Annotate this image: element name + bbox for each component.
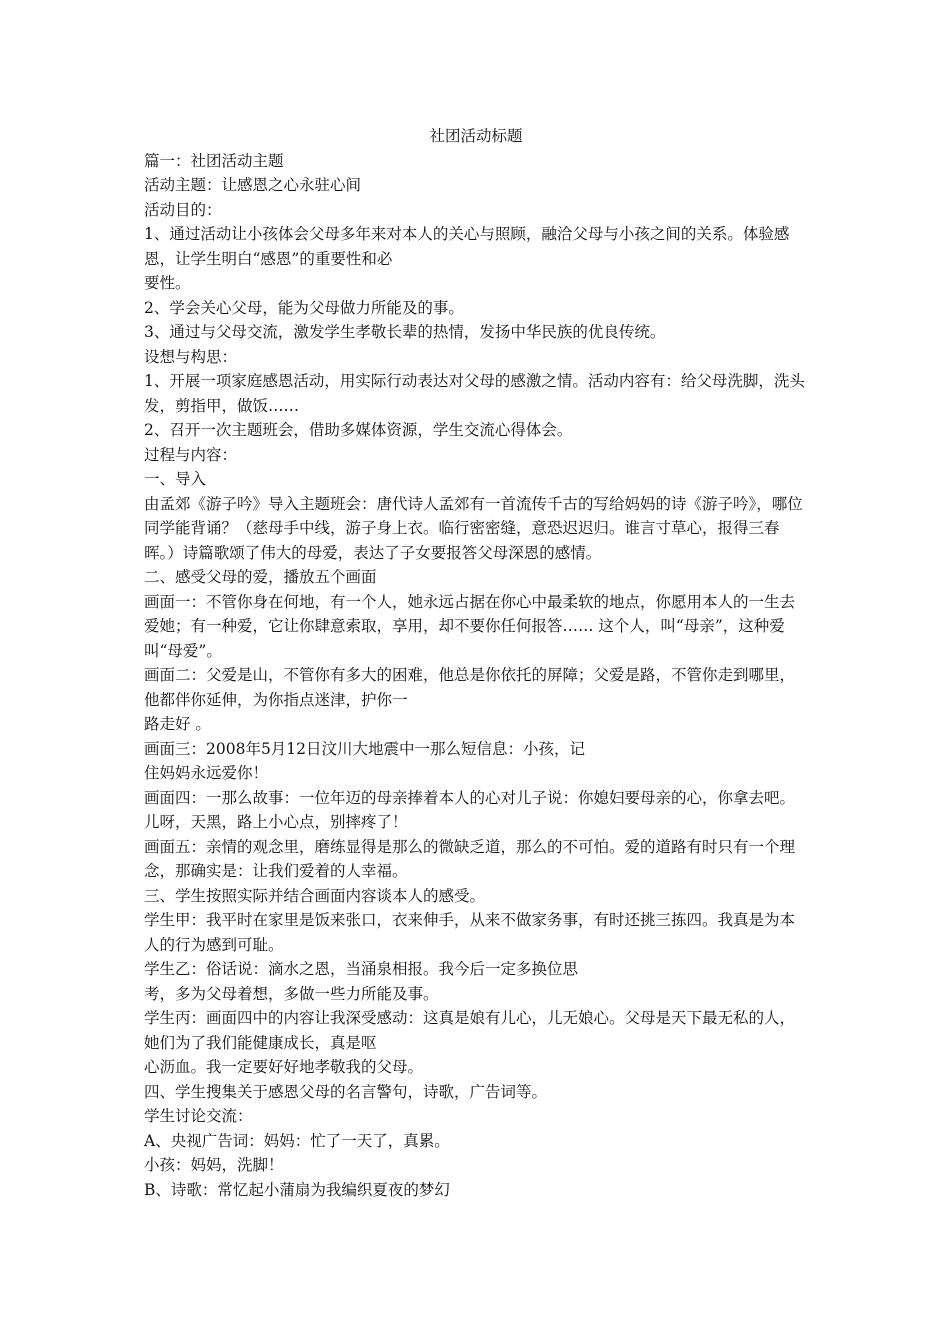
paragraph: 路走好 。 xyxy=(144,715,211,733)
paragraph: 一、导入 xyxy=(144,470,207,488)
paragraph: 学生讨论交流： xyxy=(144,1107,253,1125)
paragraph: 二、感受父母的爱，播放五个画面 xyxy=(144,568,377,586)
paragraph: 2、召开一次主题班会，借助多媒体资源，学生交流心得体会。 xyxy=(144,421,573,439)
paragraph: 要性。 xyxy=(144,274,191,292)
paragraph: B、诗歌：常忆起小蒲扇为我编织夏夜的梦幻 xyxy=(144,1180,450,1199)
paragraph: 小孩：妈妈，洗脚！ xyxy=(144,1156,284,1174)
paragraph: 活动主题：让感恩之心永驻心间 xyxy=(144,176,362,194)
paragraph: 2、学会关心父母，能为父母做力所能及的事。 xyxy=(144,298,464,317)
paragraph: 三、学生按照实际并结合画面内容谈本人的感受。 xyxy=(144,886,486,905)
paragraph: 考，多为父母着想，多做一些力所能及事。 xyxy=(144,984,439,1003)
paragraph: 画面四：一那么故事：一位年迈的母亲捧着本人的心对儿子说：你媳妇要母亲的心，你拿去吧。儿呀，天黑，路上小心点，别摔疼了！ xyxy=(144,788,796,831)
paragraph: 心沥血。我一定要好好地孝敬我的父母。 xyxy=(144,1058,424,1076)
paragraph: 1、开展一项家庭感恩活动，用实际行动表达对父母的感激之情。活动内容有：给父母洗脚，洗头发，剪指甲，做饭…… xyxy=(144,372,805,415)
paragraph: 画面五：亲情的观念里，磨练显得是那么的微缺乏道，那么的不可怕。爱的道路有时只有一个理念，那确实是：让我们爱着的人幸福。 xyxy=(144,837,796,880)
paragraph: 由孟郊《游子吟》导入主题班会：唐代诗人孟郊有一首流传千古的写给妈妈的诗《游子吟》，哪位同学能背诵？（慈母手中线，游子身上衣。临行密密缝，意恐迟迟归。谁言寸草心，报得三春晖。）诗篇歌颂了伟大的母爱，表达了子女要报答父母深恩的感情。 xyxy=(144,494,803,562)
paragraph: 篇一：社团活动主题 xyxy=(144,151,284,170)
paragraph: 四、学生搜集关于感恩父母的名言警句，诗歌，广告词等。 xyxy=(144,1082,548,1101)
paragraph: 学生乙：俗话说：滴水之恩，当涌泉相报。我今后一定多换位思 xyxy=(144,960,579,978)
paragraph: A、央视广告词：妈妈：忙了一天了，真累。 xyxy=(144,1131,450,1150)
paragraph: 1、通过活动让小孩体会父母多年来对本人的关心与照顾，融洽父母与小孩之间的关系。体验感恩，让学生明白“感恩”的重要性和必 xyxy=(144,225,790,268)
paragraph: 活动目的： xyxy=(144,200,222,219)
document-title: 社团活动标题 xyxy=(429,127,523,145)
paragraph: 3、通过与父母交流，激发学生孝敬长辈的热情，发扬中华民族的优良传统。 xyxy=(144,323,666,341)
paragraph: 画面二：父爱是山，不管你有多大的困难，他总是你依托的屏障；父爱是路，不管你走到哪里，他都伴你延伸，为你指点迷津，护你一 xyxy=(144,666,796,709)
paragraph: 学生甲：我平时在家里是饭来张口，衣来伸手，从来不做家务事，有时还挑三拣四。我真是为本人的行为感到可耻。 xyxy=(144,911,796,954)
paragraph: 画面一：不管你身在何地，有一个人，她永远占据在你心中最柔软的地点，你愿用本人的一生去爱她；有一种爱，它让你肆意索取，享用，却不要你任何报答…… 这个人，叫“母亲”，这种爱叫“母爱”。 xyxy=(144,592,796,660)
paragraph: 学生丙：画面四中的内容让我深受感动：这真是娘有儿心，儿无娘心。父母是天下最无私的人，她们为了我们能健康成长，真是呕 xyxy=(144,1009,796,1052)
paragraph: 住妈妈永远爱你！ xyxy=(144,764,269,782)
paragraph-list xyxy=(144,149,808,1203)
paragraph: 画面三：2008年5月12日汶川大地震中一那么短信息：小孩，记 xyxy=(144,739,586,758)
document-body xyxy=(144,124,808,1202)
paragraph: 设想与构思： xyxy=(144,347,238,366)
paragraph: 过程与内容： xyxy=(144,445,238,464)
